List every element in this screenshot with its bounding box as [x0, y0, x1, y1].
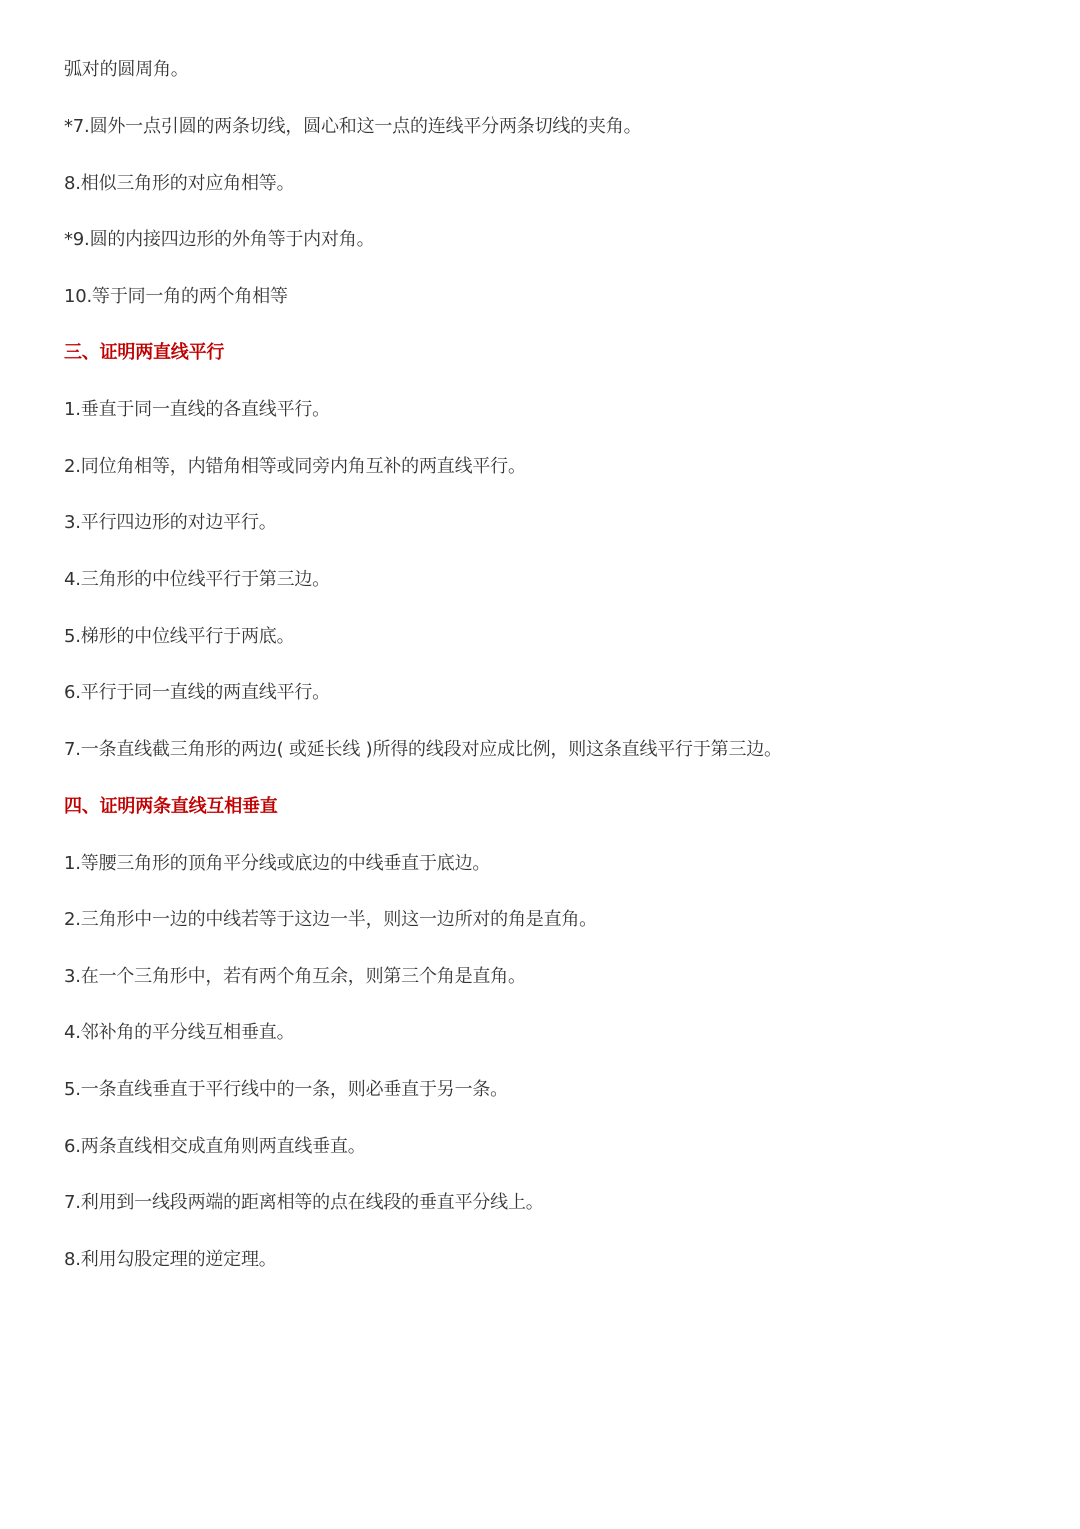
list-item: 5.梯形的中位线平行于两底。: [64, 626, 295, 647]
list-item: 3.平行四边形的对边平行。: [64, 512, 277, 533]
text-line: *7.圆外一点引圆的两条切线，圆心和这一点的连线平分两条切线的夹角。: [64, 116, 642, 137]
text-line: 弧对的圆周角。: [64, 59, 189, 80]
list-item: 2.同位角相等，内错角相等或同旁内角互补的两直线平行。: [64, 456, 526, 477]
list-item: 8.利用勾股定理的逆定理。: [64, 1249, 277, 1270]
section-heading: 三、证明两直线平行: [64, 342, 225, 363]
list-item: 7.利用到一线段两端的距离相等的点在线段的垂直平分线上。: [64, 1192, 544, 1213]
list-item: 1.垂直于同一直线的各直线平行。: [64, 399, 330, 420]
text-line: 8.相似三角形的对应角相等。: [64, 173, 295, 194]
section-heading: 四、证明两条直线互相垂直: [64, 796, 278, 817]
list-item: 4.三角形的中位线平行于第三边。: [64, 569, 330, 590]
list-item: 2.三角形中一边的中线若等于这边一半，则这一边所对的角是直角。: [64, 909, 597, 930]
list-item: 4.邻补角的平分线互相垂直。: [64, 1022, 295, 1043]
text-line: *9.圆的内接四边形的外角等于内对角。: [64, 229, 375, 250]
list-item: 6.两条直线相交成直角则两直线垂直。: [64, 1136, 366, 1157]
text-line: 10.等于同一角的两个角相等: [64, 286, 288, 307]
list-item: 6.平行于同一直线的两直线平行。: [64, 682, 330, 703]
list-item: 5.一条直线垂直于平行线中的一条，则必垂直于另一条。: [64, 1079, 508, 1100]
list-item: 7.一条直线截三角形的两边( 或延长线 )所得的线段对应成比例，则这条直线平行于第三边。: [64, 739, 782, 760]
list-item: 3.在一个三角形中，若有两个角互余，则第三个角是直角。: [64, 966, 526, 987]
list-item: 1.等腰三角形的顶角平分线或底边的中线垂直于底边。: [64, 853, 491, 874]
